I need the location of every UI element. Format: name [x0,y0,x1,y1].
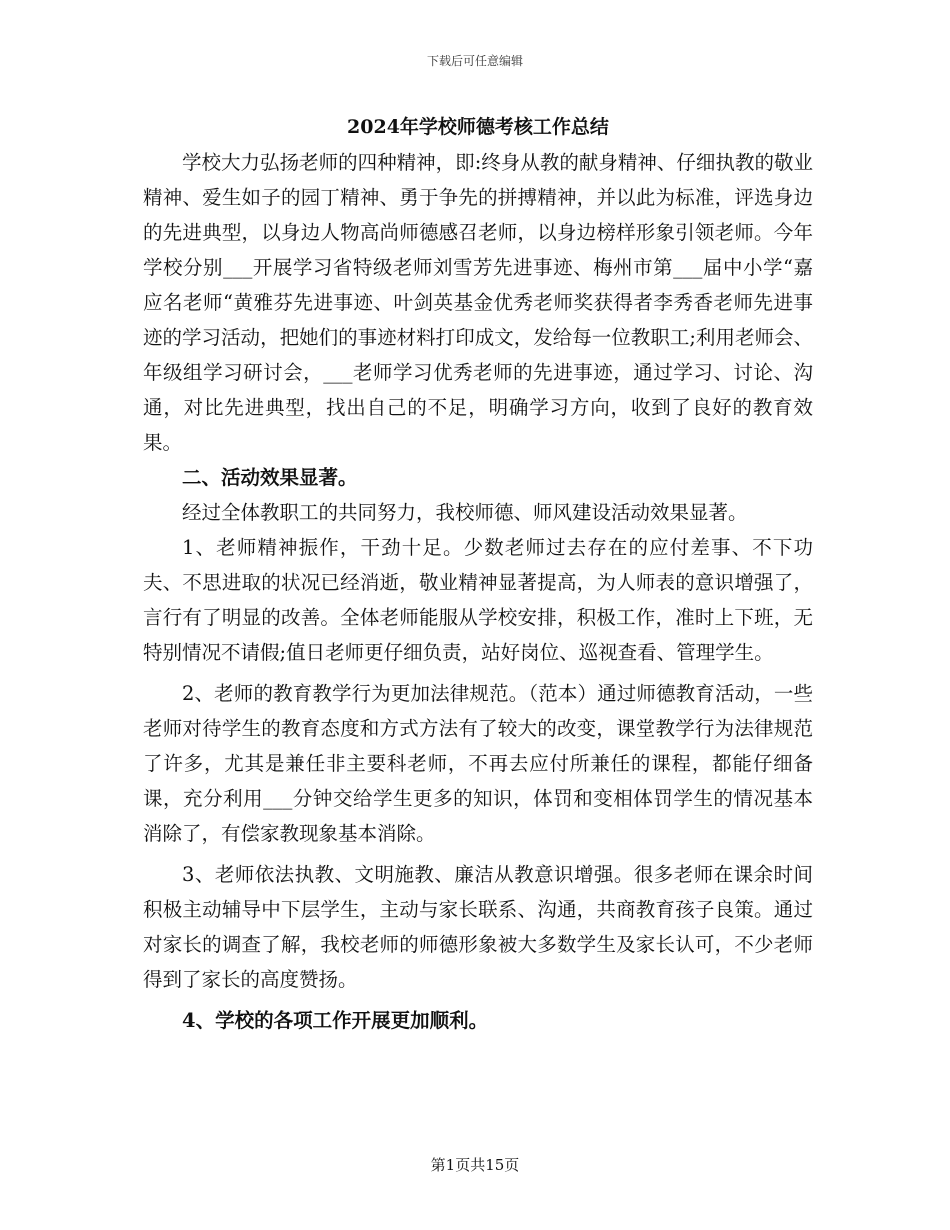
paragraph-point-2: 2、老师的教育教学行为更加法律规范。（范本）通过师德教育活动，一些老师对待学生的教育态度和方式方法有了较大的改变，课堂教学行为法律规范了许多，尤其是兼任非主要科老师，不再去应付所兼任的课程，都能仔细备课，充分利用___分钟交给学生更多的知识，体罚和变相体罚学生的情况基本消除了，有偿家教现象基本消除。 [143,682,813,845]
paragraph-summary: 经过全体教职工的共同努力，我校师德、师风建设活动效果显著。 [182,501,748,524]
paragraph-point-1: 1、老师精神振作，干劲十足。少数老师过去存在的应付差事、不下功夫、不思进取的状况已经消逝，敬业精神显著提高，为人师表的意识增强了，言行有了明显的改善。全体老师能服从学校安排，积极工作，准时上下班，无特别情况不请假;值日老师更仔细负责，站好岗位、巡视查看、管理学生。 [143,536,813,664]
page-footer: 第1页共15页 [430,1156,520,1174]
document-title: 2024年学校师德考核工作总结 [347,116,609,138]
paragraph-point-3: 3、老师依法执教、文明施教、廉洁从教意识增强。很多老师在课余时间积极主动辅导中下层学生，主动与家长联系、沟通，共商教育孩子良策。通过对家长的调查了解，我校老师的师德形象被大多数学生及家长认可，不少老师得到了家长的高度赞扬。 [143,863,813,991]
section-heading-2: 二、活动效果显著。 [182,466,358,489]
paragraph-intro: 学校大力弘扬老师的四种精神，即:终身从教的献身精神、仔细执教的敬业精神、爱生如子的园丁精神、勇于争先的拼搏精神，并以此为标准，评选身边的先进典型，以身边人物高尚师德感召老师，以身边榜样形象引领老师。今年学校分别___开展学习省特级老师刘雪芳先进事迹、梅州市第___届中小学“嘉应名老师“黄雅芬先进事迹、叶剑英基金优秀老师奖获得者李秀香老师先进事迹的学习活动，把她们的事迹材料打印成文，发给每一位教职工;利用老师会、年级组学习研讨会，___老师学习优秀老师的先进事迹，通过学习、讨论、沟通，对比先进典型，找出自己的不足，明确学习方向，收到了良好的教育效果。 [143,151,813,454]
paragraph-point-4: 4、学校的各项工作开展更加顺利。 [182,1009,489,1032]
header-note: 下载后可任意编辑 [426,54,523,68]
document-body [143,113,813,1038]
